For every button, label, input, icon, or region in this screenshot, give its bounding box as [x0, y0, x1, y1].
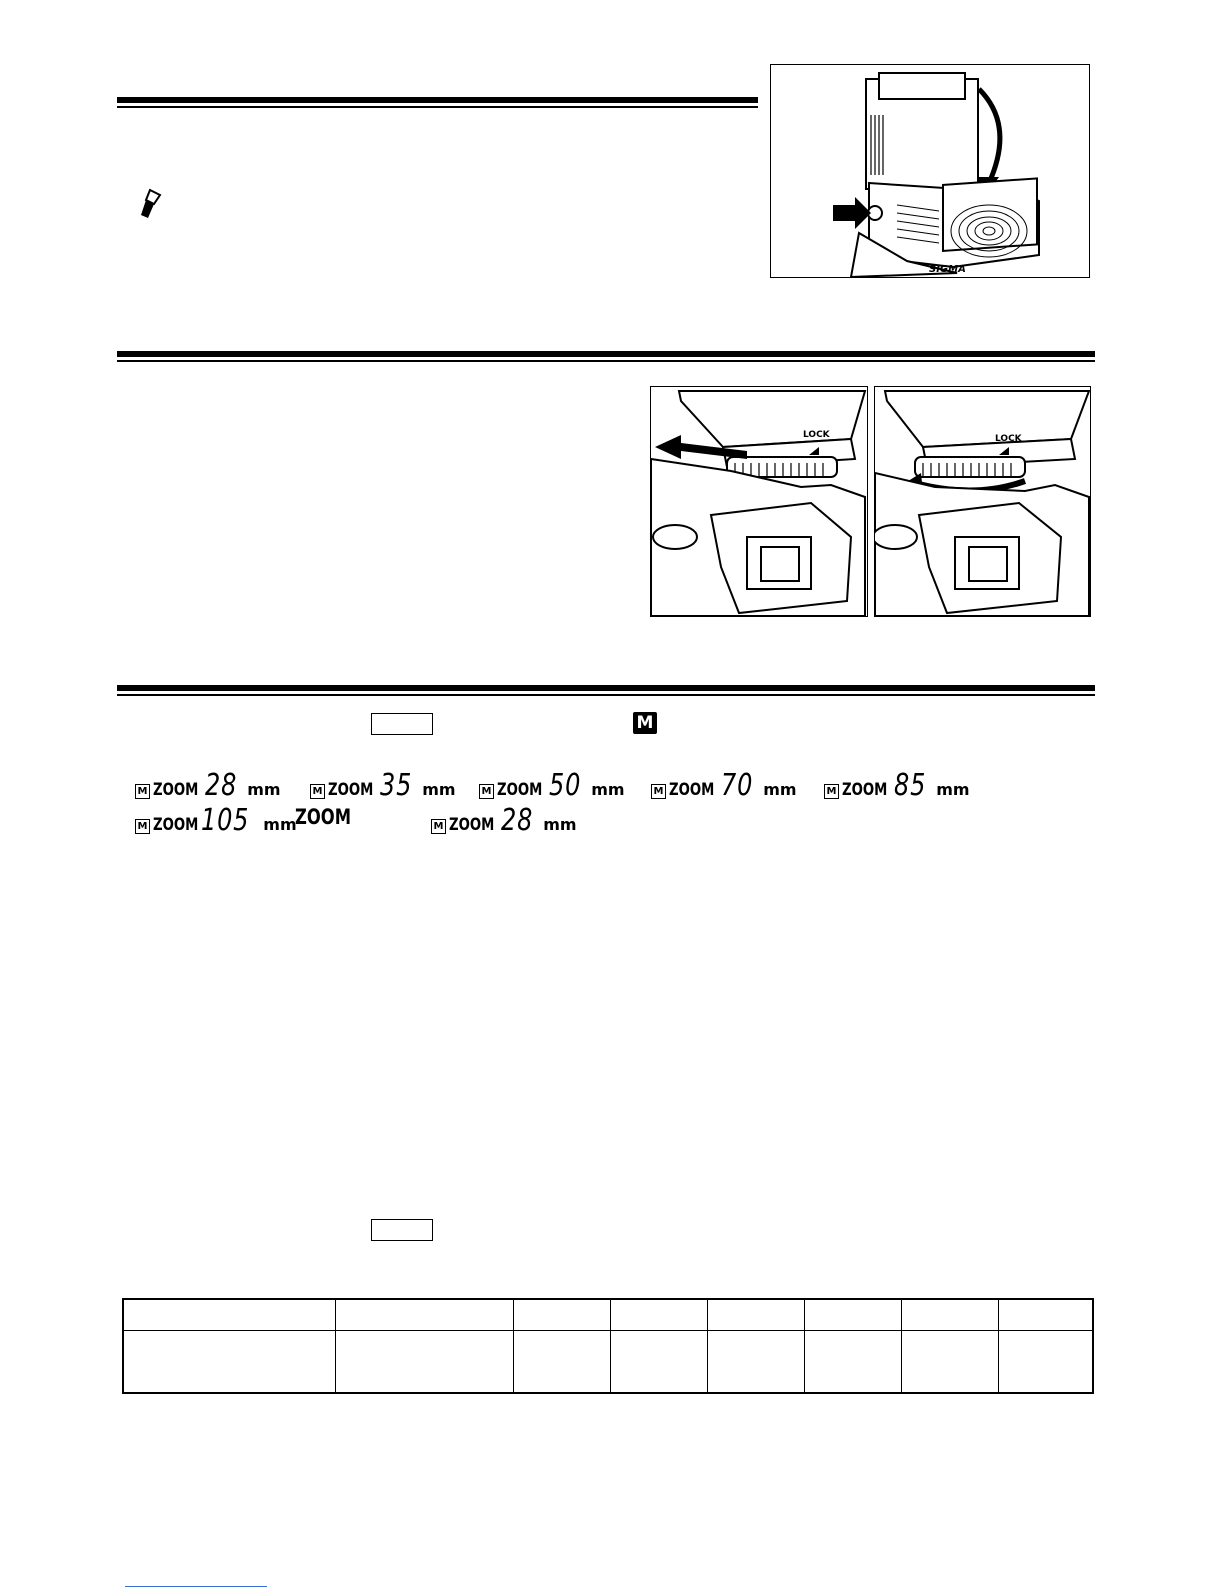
flash-lock-ring-figure [874, 386, 1091, 617]
table-cell [336, 1299, 514, 1330]
section-rule-2 [117, 351, 1095, 362]
wide-panel-figure [770, 64, 1090, 278]
lcd-zoom-70: M ZOOM 70 mm [651, 768, 797, 803]
lcd-zoom-105: M ZOOM 105 mm [135, 803, 297, 838]
table-cell [708, 1330, 805, 1393]
spec-table [122, 1298, 1094, 1394]
lcd-zoom-28: M ZOOM 28 mm [135, 768, 281, 803]
flash-mount-slide-figure [650, 386, 868, 617]
lcd-zoom-50: M ZOOM 50 mm [479, 768, 625, 803]
table-header-row [123, 1299, 1093, 1330]
table-cell [611, 1330, 708, 1393]
brand-label: SIGMA [929, 264, 966, 275]
lcd-zoom-auto: ZOOM [295, 805, 352, 829]
table-cell [123, 1299, 336, 1330]
table-cell [999, 1299, 1094, 1330]
manual-mode-icon: M [633, 712, 657, 734]
zoom-button-symbol-2 [371, 1219, 433, 1241]
section-rule-3 [117, 685, 1095, 696]
table-cell [611, 1299, 708, 1330]
table-cell [123, 1330, 336, 1393]
table-cell [514, 1330, 611, 1393]
table-cell [902, 1299, 999, 1330]
table-cell [336, 1330, 514, 1393]
lcd-zoom-28-return: M ZOOM 28 mm [431, 803, 577, 838]
zoom-button-symbol [371, 713, 433, 735]
pen-nib-icon [138, 188, 164, 220]
lock-label-2: LOCK [995, 434, 1022, 444]
lcd-zoom-35: M ZOOM 35 mm [310, 768, 456, 803]
table-cell [805, 1299, 902, 1330]
table-row [123, 1330, 1093, 1393]
table-cell [902, 1330, 999, 1393]
table-cell [999, 1330, 1094, 1393]
lcd-zoom-85: M ZOOM 85 mm [824, 768, 970, 803]
section-rule-1 [117, 97, 758, 108]
table-cell [805, 1330, 902, 1393]
table-cell [514, 1299, 611, 1330]
table-cell [708, 1299, 805, 1330]
lock-label: LOCK [803, 430, 830, 440]
